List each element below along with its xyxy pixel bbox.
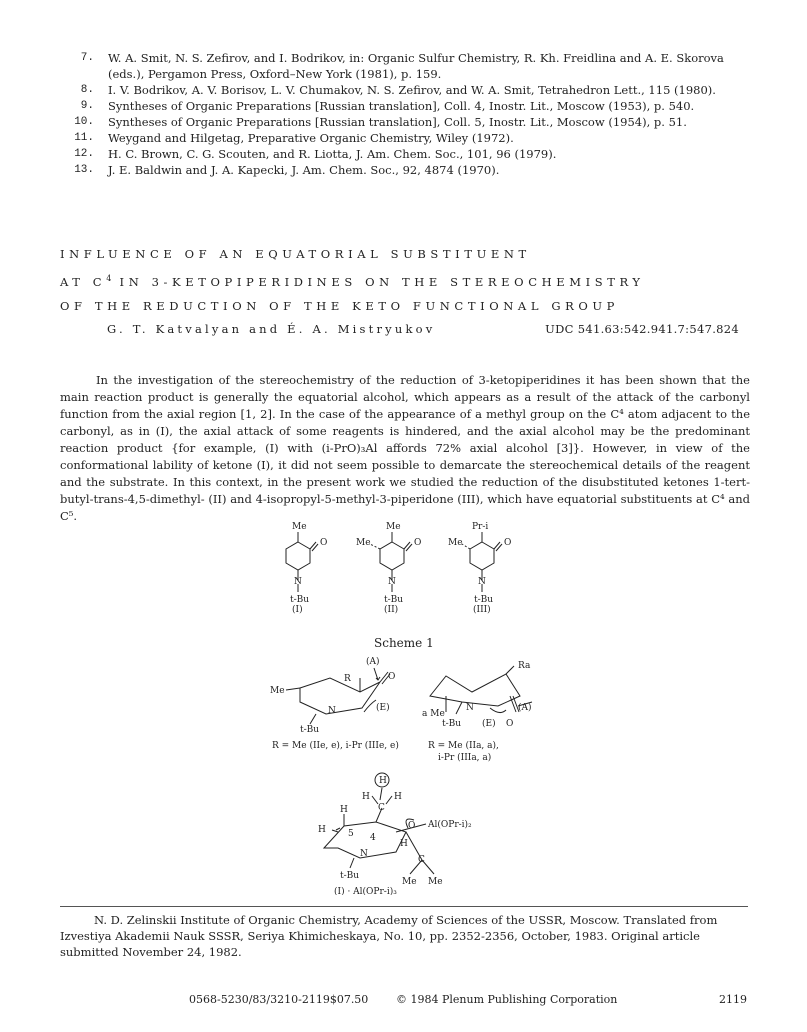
reference-item (60, 146, 760, 162)
conformer-equatorial (286, 668, 390, 724)
page-number: 2119 (719, 993, 747, 1006)
title-line-2-end: IN 3-KETOPIPERIDINES ON THE STEREOCHEMISTRY (111, 274, 645, 289)
complex-h-1: H (362, 792, 370, 802)
reference-item (60, 114, 760, 130)
struct1-n: N (294, 577, 302, 587)
scheme-conformations (270, 652, 540, 772)
title-line-2-start: AT C (60, 274, 107, 289)
complex-h-3: H (340, 805, 348, 815)
reference-text: Weygand and Hilgetag, Preparative Organic Chemistry, Wiley (1972). (108, 131, 514, 145)
reference-text: W. A. Smit, N. S. Zefirov, and I. Bodrikov, in: Organic Sulfur Chemistry, R. Kh. Freidlina and A. E. Skorova (eds.), Pergamon Press, Oxford–New York (1981), p. 159. (108, 51, 724, 81)
struct3-o: O (504, 538, 512, 548)
struct2-tbu: t-Bu (384, 595, 404, 605)
struct3-label: (III) (473, 605, 491, 615)
price-code: 0568-5230/83/3210-2119$07.50 (189, 993, 369, 1006)
conf-ax-n: N (466, 703, 474, 713)
reference-list (60, 50, 760, 178)
reference-item (60, 162, 760, 178)
reference-item (60, 82, 760, 98)
complex-num-4: 4 (370, 833, 376, 843)
title-line-2 (60, 267, 645, 294)
title-line-3: OF THE REDUCTION OF THE KETO FUNCTIONAL GROUP (60, 298, 620, 313)
conf-ax-caption-1: R = Me (IIa, a), (428, 741, 499, 751)
reference-number: 12. (74, 148, 94, 160)
structures-diagram (270, 518, 530, 628)
struct3-n: N (478, 577, 486, 587)
udc-code: UDC 541.63:542.941.7:547.824 (545, 322, 739, 336)
article-title (60, 242, 645, 318)
conf-ax-o: O (506, 719, 514, 729)
struct3-me: Me (448, 538, 463, 548)
reference-number: 13. (74, 164, 94, 176)
conf-ax-caption-2: i-Pr (IIIa, a) (438, 753, 492, 763)
reference-text: I. V. Bodrikov, A. V. Borisov, L. V. Chumakov, N. S. Zefirov, and W. A. Smit, Tetrahedron Lett., 115 (1980). (108, 83, 716, 97)
complex-al: Al(OPr-i)₂ (428, 820, 472, 830)
complex-h-4: H (318, 825, 326, 835)
reference-text: H. C. Brown, C. G. Scouten, and R. Liotta, J. Am. Chem. Soc., 101, 96 (1979). (108, 147, 557, 161)
body-text (60, 372, 750, 525)
complex-me-1: Me (402, 877, 417, 887)
complex-me-2: Me (428, 877, 443, 887)
complex-o: O (408, 821, 416, 831)
complex-n: N (360, 849, 368, 859)
reference-item (60, 98, 760, 114)
complex-c: C (378, 803, 385, 813)
reference-item (60, 130, 760, 146)
complex-c-2: C (418, 855, 425, 865)
conf-eq-me: Me (270, 686, 285, 696)
struct2-label: (II) (384, 605, 399, 615)
structure-1 (286, 532, 318, 592)
reference-item (60, 50, 760, 82)
intro-paragraph: In the investigation of the stereochemistry of the reduction of 3-ketopiperidines it has been shown that the main reaction product is generally the equatorial alcohol, which appears as a result of the attack of the carbonyl function from the axial region [1, 2]. In the case of the appearance of a methyl group on the C⁴ atom adjacent to the carbonyl, as in (I), the axial attack of some reagents is hindered, and the axial alcohol may be the predominant reaction product {for example, (I) with (i-PrO)₃Al affords 72% axial alcohol [3]}. However, in view of the conformational lability of ketone (I), it did not seem possible to demarcate the stereochemical details of the reagent and the substrate. In this context, in the present work we studied the reduction of the disubstituted ketones 1-tert-butyl-trans-4,5-dimethyl- (II) and 4-isopropyl-5-methyl-3-piperidone (III), which have equatorial substituents at C⁴ and C⁵. (60, 373, 750, 523)
reference-text: J. E. Baldwin and J. A. Kapecki, J. Am. Chem. Soc., 92, 4874 (1970). (108, 163, 500, 177)
conf-eq-n: N (328, 706, 336, 716)
title-superscript: 4 (106, 273, 112, 283)
complex-num-5: 5 (348, 829, 354, 839)
complex-h-circled: H (379, 776, 387, 786)
reference-text: Syntheses of Organic Preparations [Russian translation], Coll. 4, Inostr. Lit., Moscow (1953), p. 540. (108, 99, 695, 113)
reference-number: 7. (80, 52, 94, 64)
authors: G. T. Katvalyan and É. A. Mistryukov (107, 322, 436, 336)
struct1-me: Me (292, 522, 307, 532)
reference-number: 10. (74, 116, 94, 128)
complex-diagram (310, 770, 510, 895)
conf-eq-caption: R = Me (IIe, e), i-Pr (IIIe, e) (272, 741, 399, 751)
struct2-n: N (388, 577, 396, 587)
footnote: N. D. Zelinskii Institute of Organic Chemistry, Academy of Sciences of the USSR, Moscow. Translated from Izvestiya Akademii Nauk SSSR, Seriya Khimicheskaya, No. 10, pp. 2352-2356, October, 1983. Original article submitted November 24, 1982. (60, 913, 718, 959)
struct1-o: O (320, 538, 328, 548)
scheme-title: Scheme 1 (374, 636, 434, 650)
footnote-divider (60, 906, 748, 907)
struct2-me-left: Me (356, 538, 371, 548)
complex-caption: (I) · Al(OPr-i)₃ (334, 887, 397, 895)
reference-number: 11. (74, 132, 94, 144)
struct1-tbu: t-Bu (290, 595, 310, 605)
title-line-1: INFLUENCE OF AN EQUATORIAL SUBSTITUENT (60, 247, 531, 261)
complex-h-5: H (400, 839, 408, 849)
conf-ax-tbu: t-Bu (442, 719, 462, 729)
struct2-o: O (414, 538, 422, 548)
reference-text: Syntheses of Organic Preparations [Russian translation], Coll. 5, Inostr. Lit., Moscow (1954), p. 51. (108, 115, 687, 129)
conf-eq-e: (E) (376, 703, 390, 713)
complex-tbu: t-Bu (340, 871, 360, 881)
conf-eq-tbu: t-Bu (300, 725, 320, 735)
conf-eq-o: O (388, 672, 396, 682)
copyright: © 1984 Plenum Publishing Corporation (396, 993, 618, 1006)
struct3-pri: Pr-i (472, 522, 489, 532)
struct1-label: (I) (292, 605, 303, 615)
conformer-axial (430, 666, 532, 714)
conf-eq-r: R (344, 674, 351, 684)
reference-number: 8. (80, 84, 94, 96)
struct3-tbu: t-Bu (474, 595, 494, 605)
conf-ax-ame: a Me (422, 709, 445, 719)
conf-ax-ra: Ra (518, 661, 531, 671)
conf-eq-a: (A) (366, 657, 380, 667)
conf-ax-e: (E) (482, 719, 496, 729)
struct2-me-top: Me (386, 522, 401, 532)
reference-number: 9. (80, 100, 94, 112)
conf-ax-a: (A) (518, 703, 532, 713)
complex-h-2: H (394, 792, 402, 802)
